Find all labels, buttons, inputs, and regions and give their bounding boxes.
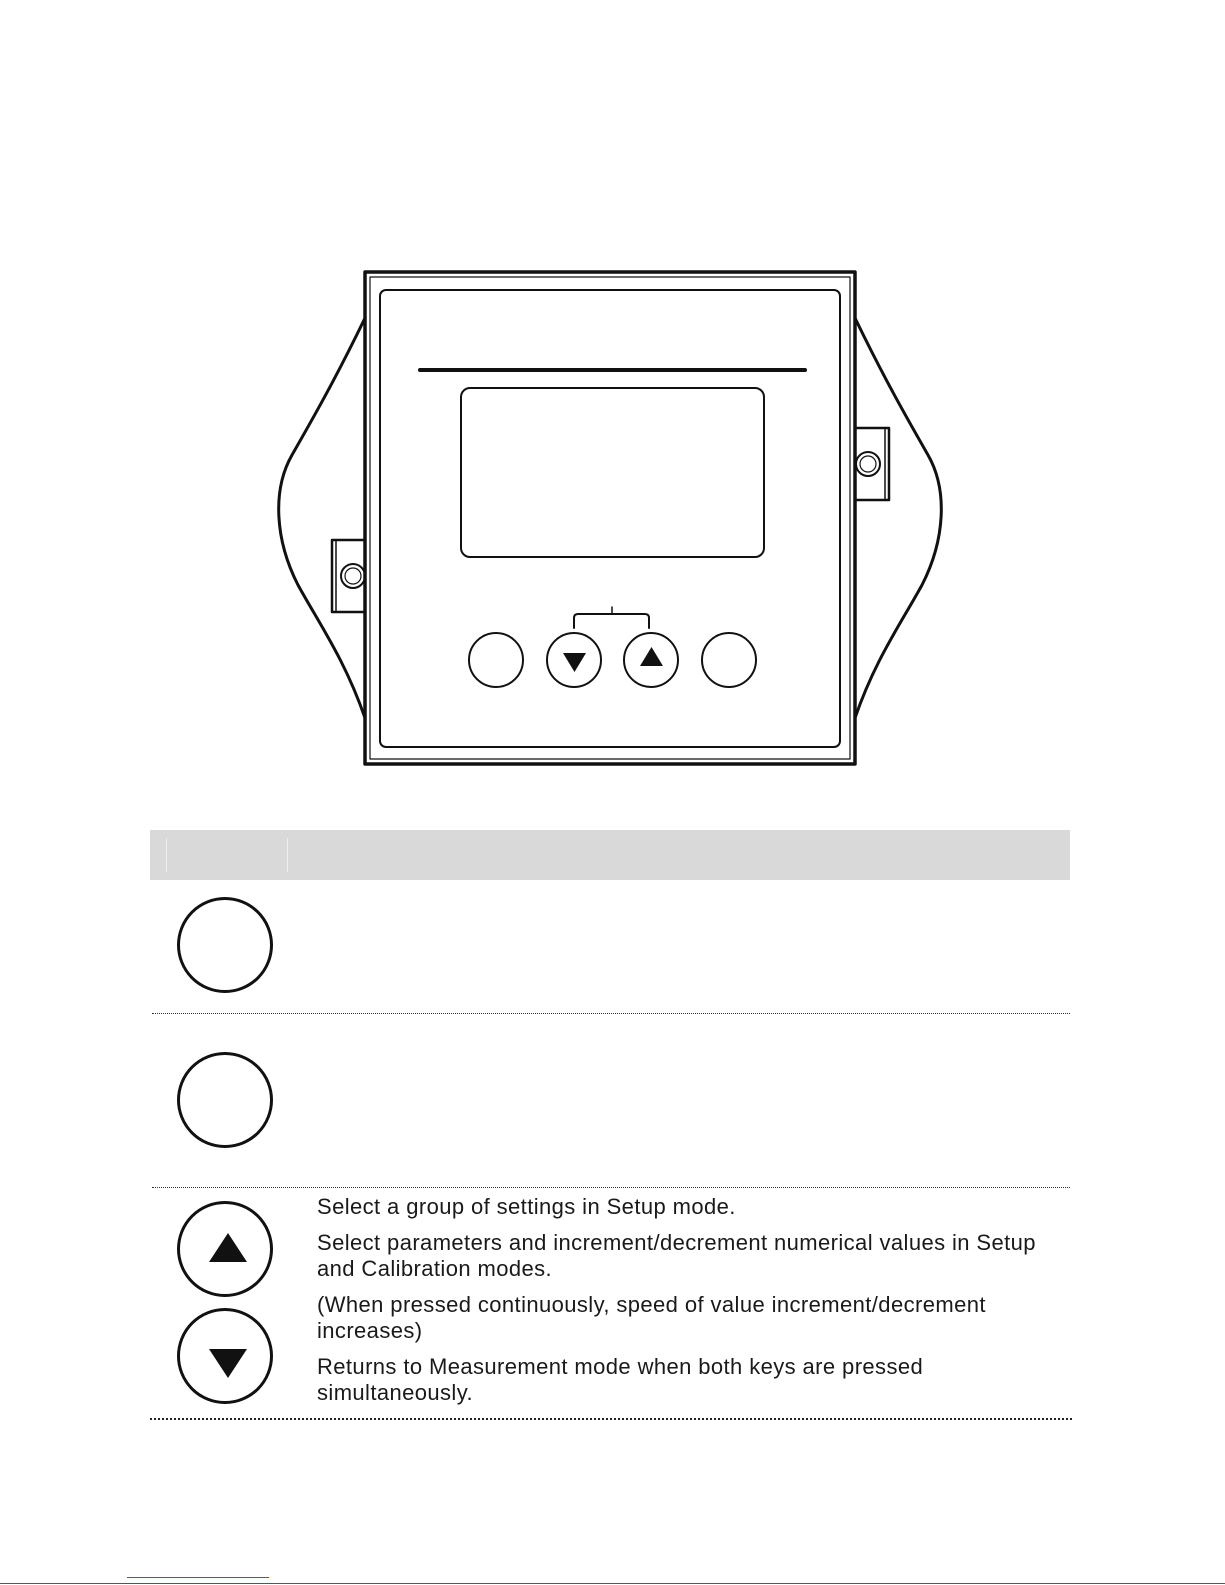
row-divider bbox=[152, 1013, 1070, 1014]
table-key-blank-2 bbox=[177, 1052, 273, 1148]
footer-rule bbox=[0, 1583, 1225, 1584]
left-housing-curve bbox=[279, 318, 365, 718]
right-housing-curve bbox=[855, 318, 941, 718]
description-line: Returns to Measurement mode when both keys are pressed simultaneously. bbox=[317, 1354, 924, 1405]
header-divider bbox=[287, 838, 288, 872]
up-down-key-description bbox=[317, 1194, 1037, 1416]
description-line: Select a group of settings in Setup mode. bbox=[317, 1194, 736, 1219]
description-line: (When pressed continuously, speed of value increment/decrement increases) bbox=[317, 1292, 986, 1343]
key-table-header bbox=[150, 830, 1070, 880]
table-key-down bbox=[177, 1308, 273, 1404]
down-triangle-icon bbox=[209, 1349, 247, 1378]
table-key-blank-1 bbox=[177, 897, 273, 993]
left-mounting-bracket bbox=[332, 540, 366, 612]
outer-frame bbox=[365, 272, 855, 764]
description-line: Select parameters and increment/decrement numerical values in Setup and Calibration modes. bbox=[317, 1230, 1036, 1281]
header-divider bbox=[166, 838, 167, 872]
table-key-up bbox=[177, 1201, 273, 1297]
right-mounting-bracket bbox=[855, 428, 889, 500]
footer-link-underline[interactable] bbox=[127, 1577, 269, 1578]
up-triangle-icon bbox=[209, 1233, 247, 1262]
row-divider bbox=[152, 1187, 1070, 1188]
table-bottom-rule bbox=[150, 1418, 1072, 1420]
